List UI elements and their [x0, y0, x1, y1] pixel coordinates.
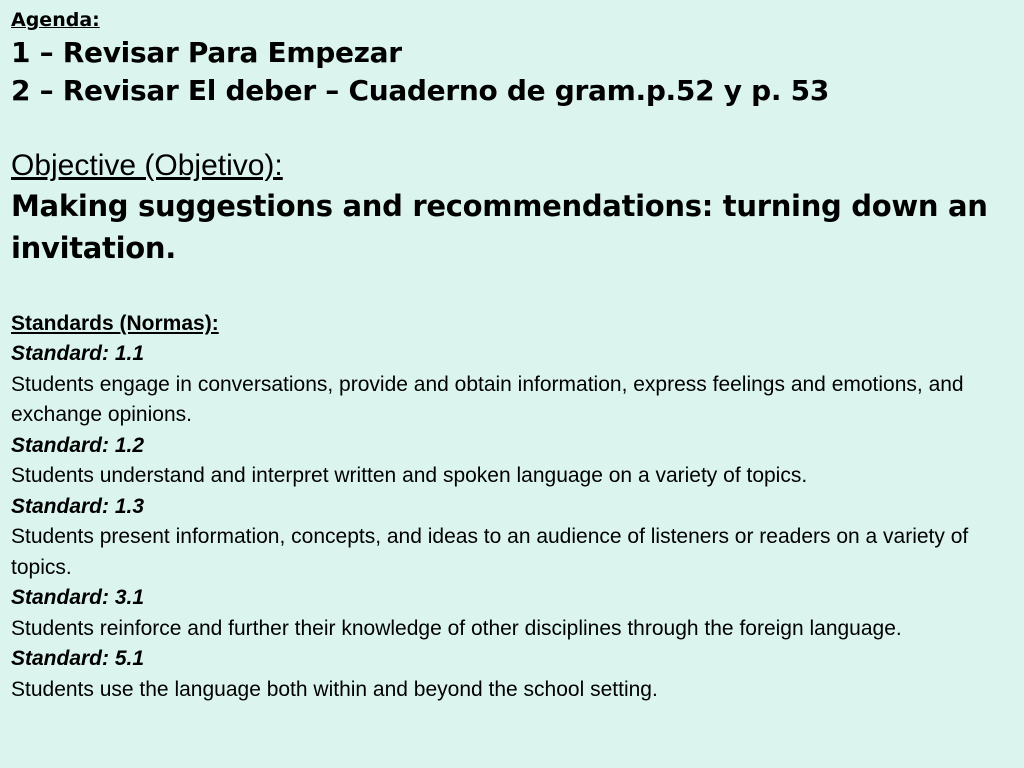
- standard-description: Students reinforce and further their knowledge of other disciplines through the foreign language.: [11, 616, 902, 640]
- agenda-item-2: 2 – Revisar El deber – Cuaderno de gram.p.52 y p. 53: [11, 74, 830, 107]
- standard-description: Students present information, concepts, and ideas to an audience of listeners or readers on a variety of topics.: [11, 525, 969, 579]
- agenda-item-1: 1 – Revisar Para Empezar: [11, 36, 402, 69]
- standard-description: Students understand and interpret written and spoken language on a variety of topics.: [11, 464, 808, 487]
- objective-text: Making suggestions and recommendations: turning down an invitation.: [11, 189, 988, 265]
- standard-description: Students use the language both within and beyond the school setting.: [11, 677, 658, 701]
- standard-title: Standard: 1.1: [11, 342, 145, 365]
- standard-title: Standard: 5.1: [11, 647, 145, 670]
- standards-heading: Standards (Normas):: [11, 312, 219, 335]
- standard-5-1: [11, 644, 1016, 705]
- standard-1-1: [11, 339, 1016, 431]
- standard-title: Standard: 3.1: [11, 586, 145, 609]
- agenda-label: Agenda:: [11, 9, 100, 31]
- standard-description: Students engage in conversations, provide and obtain information, express feelings and emotions, and exchange opinions.: [11, 372, 964, 426]
- slide-content: [11, 6, 1016, 705]
- objective-heading: Objective (Objetivo):: [11, 149, 283, 182]
- standard-title: Standard: 1.3: [11, 494, 145, 518]
- standard-1-3: [11, 492, 1016, 584]
- standard-title: Standard: 1.2: [11, 433, 145, 457]
- standard-1-2: [11, 431, 1016, 492]
- standard-3-1: [11, 583, 1016, 644]
